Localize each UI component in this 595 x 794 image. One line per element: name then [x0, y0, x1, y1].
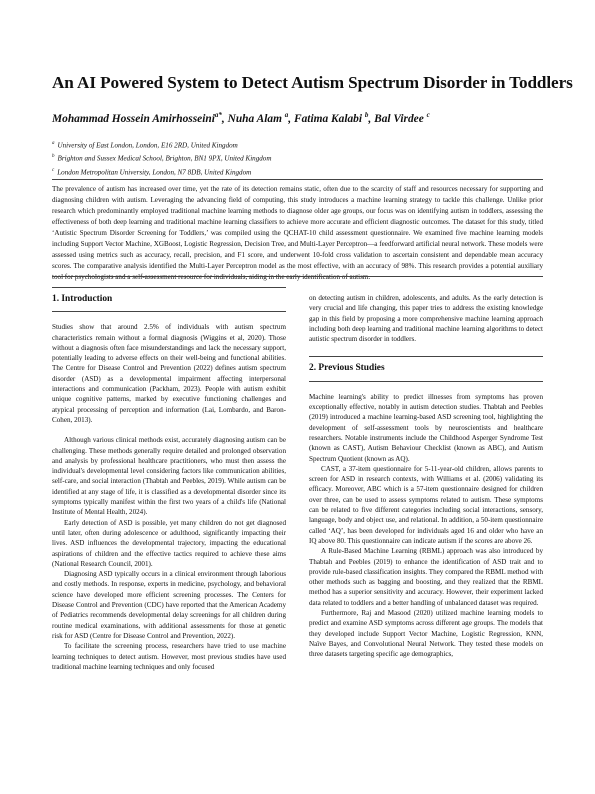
author-name: Nuha Alam — [227, 112, 282, 125]
section-heading: 1. Introduction — [52, 294, 113, 304]
affiliation-sup: a — [52, 141, 55, 146]
affiliation-text: Brighton and Sussex Medical School, Brighton, BN1 9PX, United Kingdom — [57, 154, 272, 163]
author-list: Mohammad Hossein Amirhosseini$^{a*}$, Nuha Alam $^a$, Fatima Kalabi $^b$, Bal Virdee $^c$ — [52, 111, 430, 125]
heading-underline — [309, 381, 543, 382]
paragraph: Diagnosing ASD typically occurs in a clinical environment through laborious and costly methods. In response, experts in medicine, psychology, and behavioral science have developed more efficient screening processes. The Centers for Disease Control and Prevention (CDC) have reported that the American Academy of Pediatrics recommends developmental delay screenings for all children during routine medical examinations, with additional assessments for those at genetic risk for ASD (Centre for Disease Control and Prevention, 2022). — [52, 570, 286, 640]
section-heading-rule — [309, 356, 543, 373]
paragraph: To facilitate the screening process, researchers have tried to use machine learning techniques to detect autism. However, most previous studies have used traditional machine learning techniques and only focused — [52, 642, 286, 671]
abstract-bottom-rule — [52, 276, 543, 277]
author-sup: b — [364, 111, 369, 119]
affiliation-text: University of East London, London, E16 2RD, United Kingdom — [57, 141, 238, 150]
paper-title: An AI Powered System to Detect Autism Spectrum Disorder in Toddlers — [52, 73, 573, 92]
affiliation-line — [52, 151, 271, 164]
author-sup: a — [284, 111, 289, 119]
paragraph: on detecting autism in children, adolescents, and adults. As the early detection is very crucial and life changing, this paper tries to address the existing knowledge gap in this field by proposing a more comprehensive machine learning approach including both deep learning and traditional machine learning algorithms to detect autistic spectrum disorder in toddlers. — [309, 294, 543, 344]
author-sup: c — [426, 111, 430, 119]
paragraph: Furthermore, Raj and Masood (2020) utilized machine learning models to predict and examine ASD symptoms across different age groups. The models that they developed include Support Vector Machine, Logistic Regression, KNN, Naïve Bayes, and Convolutional Neural Network. They tested these models on three datasets targeting specific age demographics, — [309, 609, 543, 659]
author-name: Bal Virdee — [374, 112, 424, 125]
heading-underline — [52, 311, 286, 312]
paragraph: A Rule-Based Machine Learning (RBML) approach was also introduced by Thabtah and Peebles (2019) to enhance the identification of ASD trait and to provide rule-based classification insights. They compared the RBML method with other methods such as bagging and boosting, and they realized that the RBML method has a superior sensitivity and accuracy. However, their experiment lacked data related to toddlers and a better handling of unbalanced dataset was required. — [309, 547, 543, 607]
affiliation-sup: b — [52, 154, 55, 160]
paragraph: CAST, a 37-item questionnaire for 5-11-year-old children, allows parents to screen for ASD in research contexts, with Williams et al. (2006) validating its efficacy. Moreover, ABC which is a 57-item questionnaire designed for children over three, can be used to assess symptoms related to autism. These symptoms can be related to five different categories including social interactions, sensory, language, body and object use, and relational. In addition, a 50-item questionnaire called ‘AQ’, has been developed for individuals aged 16 and older who have an IQ above 80. This questionnaire can indicate autism if the scores are above 26. — [309, 464, 543, 545]
affiliations — [52, 138, 271, 178]
paragraph: Early detection of ASD is possible, yet many children do not get diagnosed until later, often during adolescence or adulthood, significantly impacting their lives. ASD influences the developmental trajectory, impacting the educational aspirations of children and the effective tactics required to achieve these aims (National Research Council, 2001). — [52, 518, 286, 568]
affiliation-line — [52, 165, 271, 178]
left-column — [52, 287, 286, 672]
paragraph: Studies show that around 2.5% of individuals with autism spectrum characteristics remain without a formal diagnosis (Wiggins et al, 2020). Those without a diagnosis often face misunderstandings and lack the necessary support, potentially leading to adverse effects on their well-being and functional abilities. The Centre for Disease Control and Prevention (2022) defines autism spectrum disorder (ASD) as a developmental impairment affecting interpersonal interactions and communication (Packham, 2023). People with autism exhibit unique cognitive patterns, marked by executive functioning challenges and atypical processing of perception and information (Lai, Lombardo, and Baron-Cohen, 2013). — [52, 323, 286, 424]
author-sup: a* — [214, 111, 222, 119]
paragraph: Machine learning's ability to predict illnesses from symptoms has proven exceptionally effective, notably in autism detection studies. Thabtah and Peebles (2019) introduced a machine learning-based ASD screening tool, highlighting the development of self-assessment tools by neuroscientists and healthcare researchers. Notable instruments include the Childhood Asperger Syndrome Test (known as CAST), Autism Behaviour Checklist (known as ABC), and Autism Spectrum Quotient (known as AQ). — [309, 392, 543, 463]
affiliation-text: London Metropolitan University, London, N7 8DB, United Kingdom — [57, 168, 252, 177]
abstract: The prevalence of autism has increased over time, yet the rate of its detection remains static, often due to the scarcity of staff and resources necessary for supporting and diagnosing children with autism. Leveraging the advancing field of computing, this study introduces a machine learning strategy to tackle this challenge. Unlike prior research which predominantly employed traditional machine learning methods to diagnose older age groups, our focus was on identifying autism in toddlers, assessing the effectiveness of both deep learning and traditional machine learning classifiers to achieve more accurate and efficient diagnostic outcomes. The dataset for this study, titled ‘Autistic Spectrum Disorder Screening for Toddlers,’ was compiled using the QCHAT-10 child assessment questionnaire. We examined five machine learning models including Support Vector Machine, XGBoost, Logistic Regression, Decision Tree, and Multi-Layer Perceptron—a feedforward artificial neural network. These models were assessed using metrics such as accuracy, recall, precision, and F1 score, and underwent 10-fold cross validation to ascertain consistent and dependable mean accuracy scores. The comparative analysis identified the Multi-Layer Perceptron model as the most effective, with an accuracy of 98%. This research provides a potential auxiliary tool for psychologists and a self-assessment resource for individuals, aiding in the early identification of autism. — [52, 185, 543, 282]
section-heading-rule — [52, 287, 286, 304]
affiliation-sup: c — [52, 167, 55, 173]
affiliation-line — [52, 138, 271, 151]
author-name: Mohammad Hossein Amirhosseini — [52, 112, 215, 125]
paragraph: Although various clinical methods exist, accurately diagnosing autism can be challenging. These methods generally require detailed and prolonged observation and analysis by professional healthcare practitioners, who must then assess the individual's developmental level considering factors like communication abilities, self-care, and social interaction (Thabtah and Peebles, 2019). While autism can be identified at any stage of life, it is classified as a developmental disorder since its symptoms typically manifest within the first two years of a child's life (National Institute of Mental Health, 2024). — [52, 436, 286, 517]
right-column — [309, 293, 543, 660]
abstract-top-rule — [52, 179, 543, 180]
author-name: Fatima Kalabi — [294, 112, 363, 125]
section-heading: 2. Previous Studies — [309, 363, 385, 374]
